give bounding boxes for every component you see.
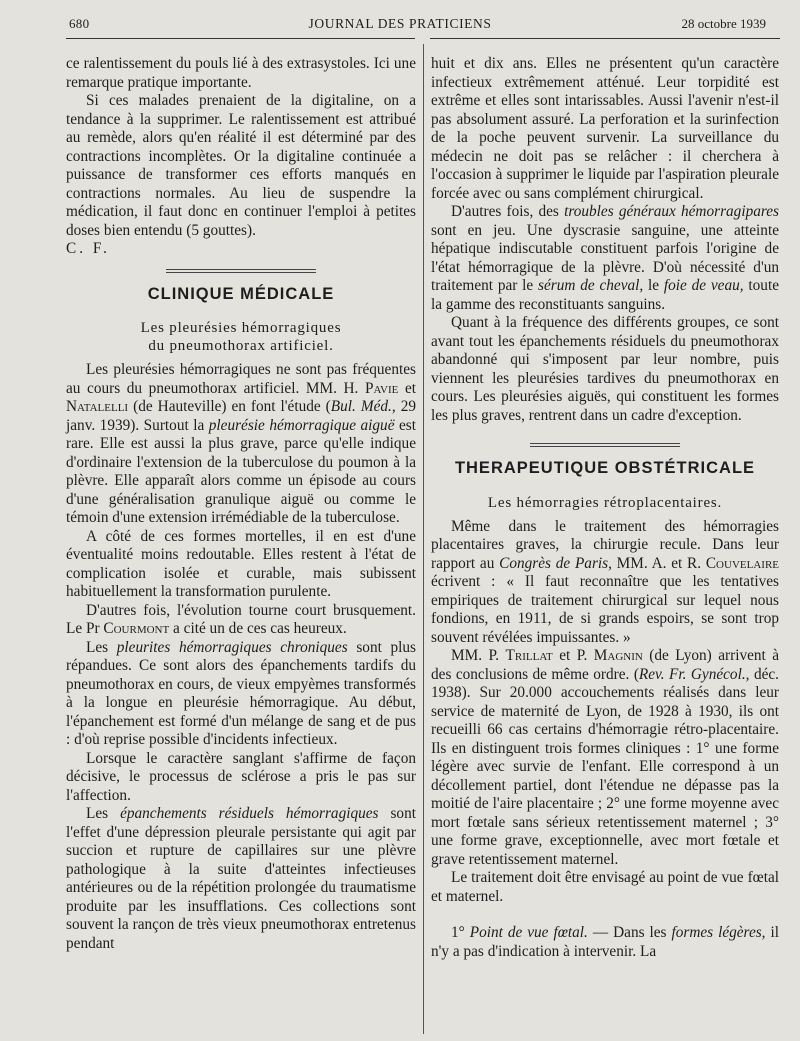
paragraph: MM. P. Trillat et P. Magnin (de Lyon) arrivent à des conclusions de même ordre. (Rev. Fr. Gynécol., déc. 1938). Sur 20.000 accouchements réalisés dans leur service de maternité de Lyon, de 1928 à 1930, ils ont recueilli 66 cas certains d'hémorragie rétro-placentaire. Ils en distinguent trois formes cliniques : 1° une forme légère avec survie de l'enfant. Elle correspond à un décollement partiel, dont l'étendue ne dépasse pas la moitié de l'aire placentaire ; 2° une forme moyenne avec mort fœtale sans sérieux retentissement maternel ; 3° une forme grave, exceptionnelle, avec mort fœtale et grave retentissement maternel. xyxy=(431,647,780,868)
page-number: 680 xyxy=(69,16,90,31)
journal-title: JOURNAL DES PRATICIENS xyxy=(308,16,492,31)
article-title: Les hémorragies rétroplacentaires. xyxy=(487,494,723,511)
section-title: THERAPEUTIQUE OBSTÉTRICALE xyxy=(454,459,756,477)
author-name: Couvelaire xyxy=(705,554,779,572)
author-signature: C. F. xyxy=(66,240,110,257)
paragraph: Les épanchements résiduels hémorragiques sont l'effet d'une dépression pleurale persistante qui agit par succion et rupture de capillaires sur une plèvre pathologique à la suite d'atteintes infectieuses antérieures ou de la répétition prolongée du traumatisme produite par les insufflations. Ces collections sont souvent la rançon de très vieux pneumothorax entretenus pendant xyxy=(66,805,416,952)
emphasis: sérum de cheval, xyxy=(538,277,644,294)
header-rule-right xyxy=(430,38,780,39)
emphasis: pleurésie hémorragique aiguë xyxy=(208,416,395,434)
emphasis: Congrès de Paris, xyxy=(499,554,612,572)
emphasis: pleurites hémorragiques chroniques xyxy=(116,638,348,656)
author-name: Trillat xyxy=(505,647,553,664)
section-ornament-rule xyxy=(166,269,316,273)
issue-date: 28 octobre 1939 xyxy=(681,16,766,31)
right-column xyxy=(431,55,779,961)
paragraph: 1° Point de vue fœtal. — Dans les formes légères, il n'y a pas d'indication à intervenir. La xyxy=(431,924,779,960)
reference: Bul. Méd. xyxy=(330,398,392,415)
paragraph: D'autres fois, des troubles généraux hémorragipares sont en jeu. Une dyscrasie sanguine, une atteinte hépatique indiscutable constituent parfois l'origine de l'état hémorragique de la plèvre. D'où nécessité d'un traitement par le sérum de cheval, le foie de veau, toute la gamme des reconstituants sanguins. xyxy=(431,203,779,313)
paragraph: huit et dix ans. Elles ne présentent qu'un caractère infectieux extrêmement atténué. Leur torpidité est extrême et elles sont intarissables. Aussi l'avenir n'est-il pas absolument assuré. La perforation et la surinfection de la poche peuvent survenir. La surveillance du médecin ne doit pas se relâcher : il cherchera à l'occasion à supprimer le liquide par l'aspiration pleurale forcée avec ou sans complément chirurgical. xyxy=(431,55,779,202)
paragraph: Le traitement doit être envisagé au point de vue fœtal et maternel. xyxy=(431,869,779,905)
paragraph: Si ces malades prenaient de la digitaline, on a tendance à la supprimer. Le ralentissement est attribué au remède, alors qu'en réalité il est déterminé par des contractions incomplètes. Or la digitaline continuée a puissance de transformer ces efforts manqués en contractions normales. Au lieu de suspendre la médication, il faut donc en continuer l'emploi à petites doses bien entendu (5 gouttes). xyxy=(66,92,416,239)
paragraph: Les pleurites hémorragiques chroniques sont plus répandues. Ce sont alors des épanchements tardifs du pneumothorax en cours, de vieux empyèmes transformés à la longue en pleurésie hémorragique. Au début, l'épanchement est formé d'un mélange de sang et de pus : d'où reprise possible d'incidents infectieux. xyxy=(66,638,417,748)
article-title xyxy=(66,319,416,355)
paragraph: Quant à la fréquence des différents groupes, ce sont avant tout les épanchements résiduels du pneumothorax abandonné qui s'imposent par leur nombre, puis viennent les pleurésies tardives du pneumothorax en cours. Les pleurésies aiguës, qui constituent les formes les plus graves, rentrent dans un cadre d'exception. xyxy=(431,314,779,424)
emphasis: Point de vue fœtal. xyxy=(469,924,588,941)
article-title-line: du pneumothorax artificiel. xyxy=(148,338,334,354)
paragraph: A côté de ces formes mortelles, il en est d'une éventualité moins redoutable. Elles restent à l'état de complication isolée et curable, mais subissent habituellement la transformation purulente. xyxy=(66,527,416,600)
author-name: Magnin xyxy=(593,647,643,664)
left-column xyxy=(66,55,416,953)
emphasis: épanchements résiduels hémorragiques xyxy=(120,805,379,822)
paragraph: D'autres fois, l'évolution tourne court brusquement. Le Pr Courmont a cité un de ces cas heureux. xyxy=(66,601,416,637)
column-divider xyxy=(423,44,424,1034)
section-ornament-rule xyxy=(530,443,680,447)
paragraph: ce ralentissement du pouls lié à des extrasystoles. Ici une remarque pratique importante. xyxy=(66,55,416,91)
section-title: CLINIQUE MÉDICALE xyxy=(147,284,335,303)
article-title-line: Les pleurésies hémorragiques xyxy=(140,320,342,336)
author-name: Pavie xyxy=(364,379,399,397)
paragraph: Les pleurésies hémorragiques ne sont pas fréquentes au cours du pneumothorax artificiel. MM. H. Pavie et Natalelli (de Hauteville) en font l'étude (Bul. Méd., 29 janv. 1939). Surtout la pleurésie hémorragique aiguë est rare. Elle est aussi la plus grave, parce qu'elle indique d'ordinaire l'extension de la tuberculose du poumon à la plèvre. Elle apparaît alors comme un épisode au cours d'une généralisation granulique aiguë ou comme le témoin d'une extension irrémédiable de la tuberculose. xyxy=(66,361,416,526)
emphasis: troubles généraux hémorragipares xyxy=(564,203,779,220)
running-header xyxy=(0,12,800,34)
paragraph-spacer xyxy=(431,906,779,924)
author-name: Courmont xyxy=(103,620,170,637)
emphasis: formes légères, xyxy=(671,924,766,941)
header-rule-left xyxy=(66,38,415,39)
author-name: Natalelli xyxy=(66,398,129,415)
reference: Rev. Fr. Gynécol., xyxy=(638,665,750,683)
paragraph: Lorsque le caractère sanglant s'affirme de façon décisive, le processus de sclérose a pris le pas sur l'affection. xyxy=(66,749,416,804)
emphasis: foie de veau, xyxy=(663,277,744,294)
paragraph: Même dans le traitement des hémorragies placentaires graves, la chirurgie recule. Dans leur rapport au Congrès de Paris, MM. A. et R. Couvelaire écrivent : « Il faut reconnaître que les tentatives empiriques de traitement chirurgical sur lequel nous fondions, en 1911, de si grands espoirs, se sont trop souvent révélées impuissantes. » xyxy=(431,517,779,646)
